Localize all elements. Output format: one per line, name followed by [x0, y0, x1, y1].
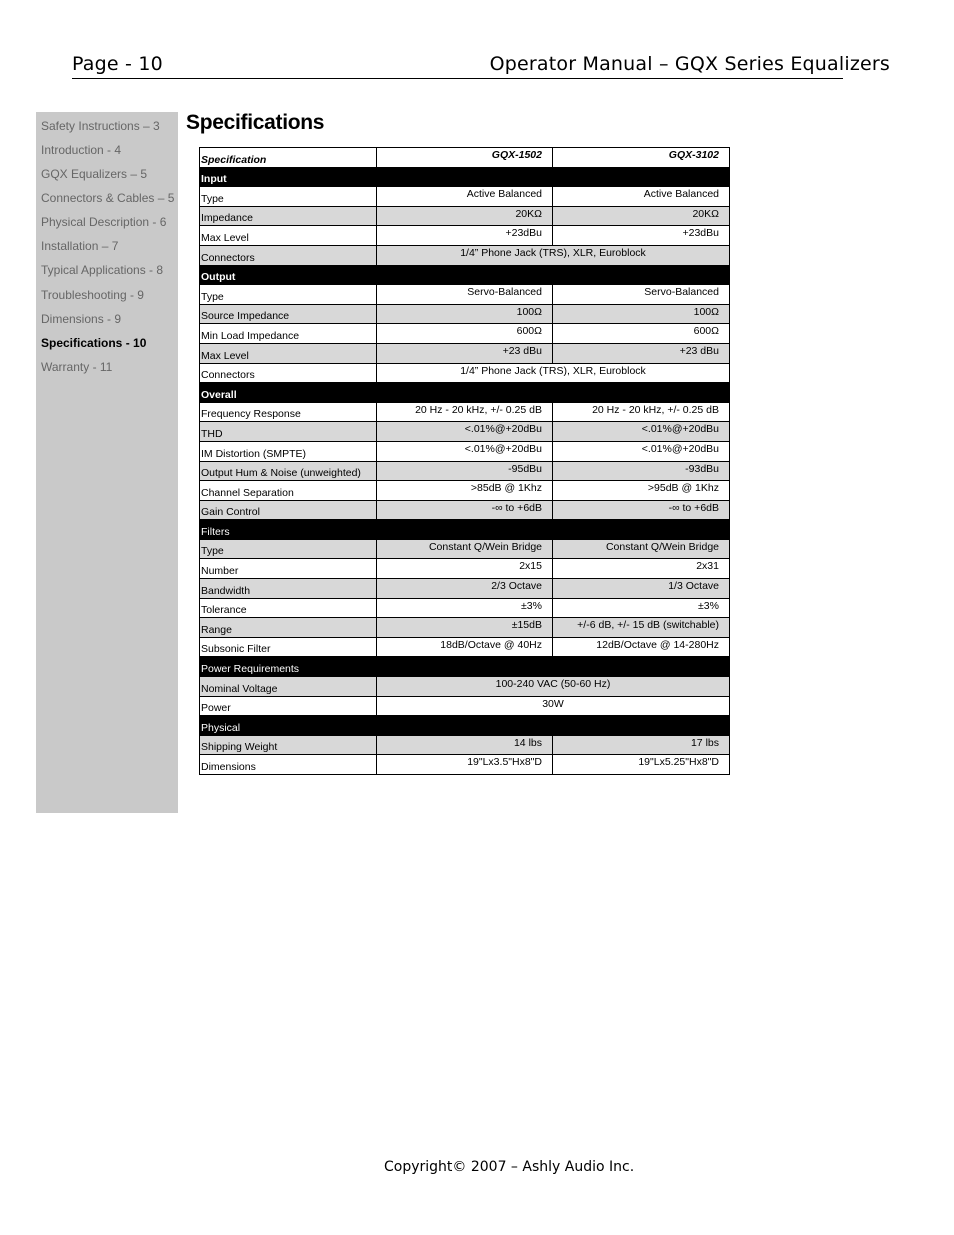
spec-value-gqx-1502: 600Ω	[377, 324, 553, 344]
spec-value-gqx-1502: 18dB/Octave @ 40Hz	[377, 637, 553, 657]
spec-value-gqx-1502: 100Ω	[377, 304, 553, 324]
spec-value-gqx-1502: 14 lbs	[377, 735, 553, 755]
spec-value-gqx-3102: -93dBu	[553, 461, 730, 481]
spec-label: Min Load Impedance	[200, 324, 377, 344]
spec-value-gqx-1502: ±3%	[377, 598, 553, 618]
spec-value-shared: 1/4” Phone Jack (TRS), XLR, Euroblock	[377, 363, 730, 383]
table-row	[200, 304, 730, 324]
spec-label: Type	[200, 539, 377, 559]
sidebar-item-0[interactable]: Safety Instructions – 3	[41, 119, 160, 133]
sidebar-item-6[interactable]: Typical Applications - 8	[41, 263, 164, 277]
table-section-row	[200, 265, 730, 285]
sidebar-item-9[interactable]: Specifications - 10	[41, 336, 147, 350]
table-row	[200, 481, 730, 501]
spec-value-gqx-1502: <.01%@+20dBu	[377, 441, 553, 461]
spec-label: Max Level	[200, 343, 377, 363]
spec-label: THD	[200, 422, 377, 442]
spec-label: Subsonic Filter	[200, 637, 377, 657]
table-row	[200, 226, 730, 246]
spec-value-gqx-1502: <.01%@+20dBu	[377, 422, 553, 442]
table-row	[200, 755, 730, 775]
specifications-table	[199, 147, 730, 775]
table-row	[200, 598, 730, 618]
table-row	[200, 245, 730, 265]
spec-label: Channel Separation	[200, 481, 377, 501]
table-row	[200, 324, 730, 344]
table-row	[200, 461, 730, 481]
copyright-text: Copyright© 2007 – Ashly Audio Inc.	[384, 1159, 635, 1175]
spec-label: Dimensions	[200, 755, 377, 775]
spec-label: Connectors	[200, 245, 377, 265]
sidebar-item-10[interactable]: Warranty - 11	[41, 360, 113, 374]
table-header-gqx-3102: GQX-3102	[553, 148, 730, 168]
table-row	[200, 677, 730, 697]
spec-label: Tolerance	[200, 598, 377, 618]
sidebar-item-5[interactable]: Installation – 7	[41, 239, 119, 253]
spec-label: Shipping Weight	[200, 735, 377, 755]
spec-label: Nominal Voltage	[200, 677, 377, 697]
table-row	[200, 187, 730, 207]
spec-label: Power	[200, 696, 377, 716]
table-section-row	[200, 167, 730, 187]
spec-value-gqx-3102: +/-6 dB, +/- 15 dB (switchable)	[553, 618, 730, 638]
spec-label: Impedance	[200, 206, 377, 226]
sidebar-item-8[interactable]: Dimensions - 9	[41, 312, 122, 326]
table-row	[200, 539, 730, 559]
spec-label: Frequency Response	[200, 402, 377, 422]
table-row	[200, 559, 730, 579]
spec-value-gqx-3102: 20 Hz - 20 kHz, +/- 0.25 dB	[553, 402, 730, 422]
spec-value-gqx-1502: 19"Lx3.5"Hx8"D	[377, 755, 553, 775]
table-row	[200, 343, 730, 363]
table-row	[200, 441, 730, 461]
sidebar-item-4[interactable]: Physical Description - 6	[41, 215, 167, 229]
spec-label: Type	[200, 285, 377, 305]
spec-label: Max Level	[200, 226, 377, 246]
table-row	[200, 696, 730, 716]
spec-value-gqx-3102: 17 lbs	[553, 735, 730, 755]
spec-value-gqx-1502: >85dB @ 1Khz	[377, 481, 553, 501]
table-row	[200, 422, 730, 442]
spec-value-gqx-3102: 1/3 Octave	[553, 579, 730, 599]
table-row	[200, 618, 730, 638]
page-number: Page - 10	[72, 53, 163, 75]
spec-value-gqx-3102: 12dB/Octave @ 14-280Hz	[553, 637, 730, 657]
table-header-row	[200, 148, 730, 168]
spec-value-gqx-3102: 2x31	[553, 559, 730, 579]
section-label: Physical	[200, 716, 730, 736]
table-section-row	[200, 383, 730, 403]
table-header-specification: Specification	[200, 148, 377, 168]
spec-value-gqx-1502: 20KΩ	[377, 206, 553, 226]
spec-value-gqx-3102: 600Ω	[553, 324, 730, 344]
section-label: Power Requirements	[200, 657, 730, 677]
spec-value-gqx-1502: Servo-Balanced	[377, 285, 553, 305]
table-row	[200, 637, 730, 657]
spec-value-gqx-3102: Servo-Balanced	[553, 285, 730, 305]
sidebar-item-3[interactable]: Connectors & Cables – 5	[41, 191, 175, 205]
table-row	[200, 363, 730, 383]
spec-value-gqx-3102: -∞ to +6dB	[553, 500, 730, 520]
spec-label: Source Impedance	[200, 304, 377, 324]
spec-value-gqx-1502: ±15dB	[377, 618, 553, 638]
spec-label: IM Distortion (SMPTE)	[200, 441, 377, 461]
section-label: Overall	[200, 383, 730, 403]
spec-value-gqx-3102: >95dB @ 1Khz	[553, 481, 730, 501]
sidebar-nav	[36, 112, 178, 813]
spec-value-shared: 100-240 VAC (50-60 Hz)	[377, 677, 730, 697]
section-label: Output	[200, 265, 730, 285]
spec-value-gqx-1502: +23 dBu	[377, 343, 553, 363]
spec-value-gqx-1502: -∞ to +6dB	[377, 500, 553, 520]
section-label: Input	[200, 167, 730, 187]
header-rule	[72, 78, 843, 79]
spec-value-gqx-3102: <.01%@+20dBu	[553, 441, 730, 461]
spec-label: Bandwidth	[200, 579, 377, 599]
spec-value-gqx-1502: 2x15	[377, 559, 553, 579]
table-section-row	[200, 520, 730, 540]
spec-value-gqx-3102: +23 dBu	[553, 343, 730, 363]
sidebar-item-7[interactable]: Troubleshooting - 9	[41, 288, 144, 302]
table-row	[200, 579, 730, 599]
spec-label: Gain Control	[200, 500, 377, 520]
spec-value-gqx-3102: 20KΩ	[553, 206, 730, 226]
spec-label: Output Hum & Noise (unweighted)	[200, 461, 377, 481]
spec-value-gqx-3102: 100Ω	[553, 304, 730, 324]
table-row	[200, 285, 730, 305]
spec-value-gqx-3102: 19"Lx5.25"Hx8"D	[553, 755, 730, 775]
table-row	[200, 500, 730, 520]
manual-title: Operator Manual – GQX Series Equalizers	[489, 53, 890, 75]
page-title: Specifications	[186, 111, 325, 134]
spec-value-shared: 30W	[377, 696, 730, 716]
spec-value-gqx-3102: <.01%@+20dBu	[553, 422, 730, 442]
sidebar-item-2[interactable]: GQX Equalizers – 5	[41, 167, 148, 181]
spec-value-gqx-1502: Active Balanced	[377, 187, 553, 207]
table-section-row	[200, 716, 730, 736]
spec-label: Type	[200, 187, 377, 207]
spec-value-gqx-3102: +23dBu	[553, 226, 730, 246]
table-row	[200, 402, 730, 422]
spec-value-gqx-1502: Constant Q/Wein Bridge	[377, 539, 553, 559]
table-header-gqx-1502: GQX-1502	[377, 148, 553, 168]
spec-value-shared: 1/4” Phone Jack (TRS), XLR, Euroblock	[377, 245, 730, 265]
spec-label: Range	[200, 618, 377, 638]
spec-value-gqx-3102: Constant Q/Wein Bridge	[553, 539, 730, 559]
table-row	[200, 206, 730, 226]
spec-value-gqx-1502: 2/3 Octave	[377, 579, 553, 599]
spec-label: Connectors	[200, 363, 377, 383]
spec-value-gqx-1502: -95dBu	[377, 461, 553, 481]
spec-value-gqx-1502: 20 Hz - 20 kHz, +/- 0.25 dB	[377, 402, 553, 422]
spec-label: Number	[200, 559, 377, 579]
section-label: Filters	[200, 520, 730, 540]
spec-value-gqx-3102: ±3%	[553, 598, 730, 618]
spec-value-gqx-1502: +23dBu	[377, 226, 553, 246]
table-section-row	[200, 657, 730, 677]
table-row	[200, 735, 730, 755]
spec-value-gqx-3102: Active Balanced	[553, 187, 730, 207]
sidebar-item-1[interactable]: Introduction - 4	[41, 143, 122, 157]
